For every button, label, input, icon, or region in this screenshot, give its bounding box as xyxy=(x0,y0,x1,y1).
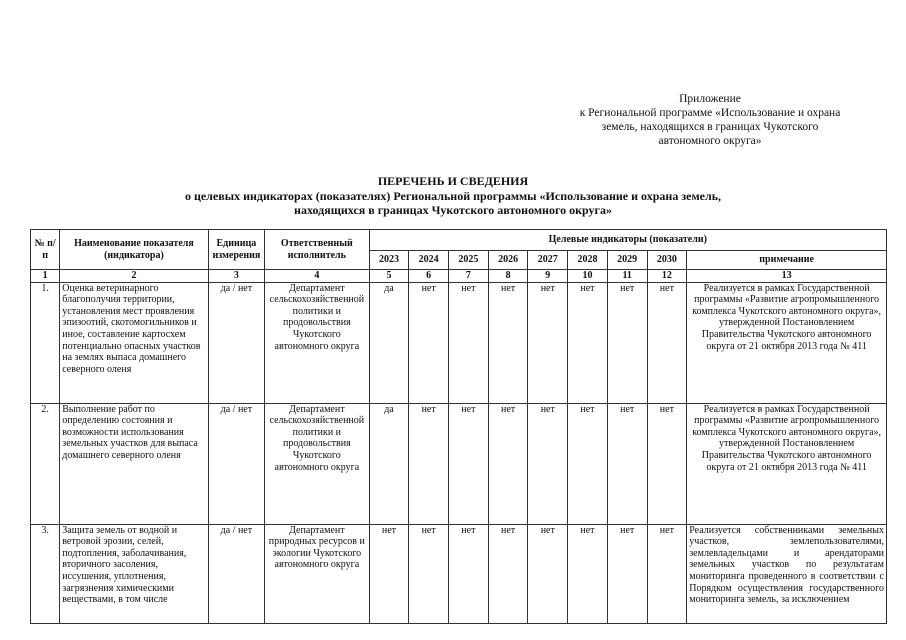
header-year: 2025 xyxy=(449,251,489,270)
year-value: нет xyxy=(607,282,647,403)
column-number-row xyxy=(31,270,887,283)
row-num: 3. xyxy=(31,524,60,623)
column-number: 10 xyxy=(568,270,608,283)
year-value: нет xyxy=(607,524,647,623)
year-value: нет xyxy=(449,524,489,623)
column-number: 1 xyxy=(31,270,60,283)
header-year: 2029 xyxy=(607,251,647,270)
responsible-cell: Департамент сельскохозяйственной политики и продовольствия Чукотского автономного округа xyxy=(265,403,370,524)
year-value: нет xyxy=(607,403,647,524)
document-title xyxy=(0,174,906,218)
year-value: нет xyxy=(409,403,449,524)
year-value: нет xyxy=(528,403,568,524)
header-unit: Единица измерения xyxy=(208,230,264,270)
indicators-table xyxy=(30,229,887,624)
header-year: 2027 xyxy=(528,251,568,270)
note-cell: Реализуется в рамках Государственной программы «Развитие агропромышленного комплекса Чукотского автономного округа», утвержденной Постановлением Правительства Чукотского автономного округа от 21 октября 2013 года № 411 xyxy=(687,282,887,403)
column-number: 12 xyxy=(647,270,687,283)
note-cell: Реализуется в рамках Государственной программы «Развитие агропромышленного комплекса Чукотского автономного округа», утвержденной Постановлением Правительства Чукотского автономного округа от 21 октября 2013 года № 411 xyxy=(687,403,887,524)
unit-cell: да / нет xyxy=(208,282,264,403)
header-targets: Целевые индикаторы (показатели) xyxy=(369,230,886,251)
column-number: 3 xyxy=(208,270,264,283)
year-value: нет xyxy=(449,282,489,403)
header-note: примечание xyxy=(687,251,887,270)
year-value: нет xyxy=(409,282,449,403)
header-num: № п/п xyxy=(31,230,60,270)
header-name: Наименование показателя (индикатора) xyxy=(60,230,208,270)
indicator-name: Выполнение работ по определению состояния и возможности использования земельных участков для выпаса домашнего северного оленя xyxy=(60,403,208,524)
year-value: нет xyxy=(647,524,687,623)
appendix-line: Приложение xyxy=(679,93,741,105)
column-number: 7 xyxy=(449,270,489,283)
header-year: 2024 xyxy=(409,251,449,270)
note-cell: Реализуется собственниками земельных участков, землепользователями, землевладельцами и арендаторами земельных участков по результатам мониторинга проведенного в соответствии с Порядком осуществления государственного мониторинга земель, за исключением xyxy=(687,524,887,623)
column-number: 11 xyxy=(607,270,647,283)
year-value: нет xyxy=(488,524,528,623)
appendix-caption xyxy=(520,92,900,148)
column-number: 13 xyxy=(687,270,887,283)
year-value: нет xyxy=(488,282,528,403)
year-value: нет xyxy=(568,282,608,403)
header-year: 2026 xyxy=(488,251,528,270)
column-number: 9 xyxy=(528,270,568,283)
appendix-line: земель, находящихся в границах Чукотского xyxy=(601,121,819,133)
appendix-line: к Региональной программе «Использование и охрана xyxy=(579,107,841,119)
column-number: 8 xyxy=(488,270,528,283)
column-number: 4 xyxy=(265,270,370,283)
year-value: нет xyxy=(449,403,489,524)
year-value: нет xyxy=(647,403,687,524)
year-value: да xyxy=(369,282,409,403)
header-year: 2030 xyxy=(647,251,687,270)
column-number: 5 xyxy=(369,270,409,283)
header-year: 2028 xyxy=(568,251,608,270)
responsible-cell: Департамент природных ресурсов и экологии Чукотского автономного округа xyxy=(265,524,370,623)
header-year: 2023 xyxy=(369,251,409,270)
year-value: нет xyxy=(528,282,568,403)
row-num: 2. xyxy=(31,403,60,524)
table-row xyxy=(31,524,887,623)
year-value: нет xyxy=(369,524,409,623)
appendix-line: автономного округа» xyxy=(658,135,762,147)
column-number: 2 xyxy=(60,270,208,283)
column-number: 6 xyxy=(409,270,449,283)
title-line-1: ПЕРЕЧЕНЬ И СВЕДЕНИЯ xyxy=(377,174,529,188)
responsible-cell: Департамент сельскохозяйственной политики и продовольствия Чукотского автономного округа xyxy=(265,282,370,403)
table-row xyxy=(31,282,887,403)
header-responsible: Ответственный исполнитель xyxy=(265,230,370,270)
title-line-3: находящихся в границах Чукотского автономного округа» xyxy=(294,203,612,217)
table-row xyxy=(31,403,887,524)
indicator-name: Оценка ветеринарного благополучия территории, установления мест проявления эпизоотий, скотомогильников и иное, составление картосхем потенциально опасных участков на землях выпаса домашнего северного оленя xyxy=(60,282,208,403)
indicator-name: Защита земель от водной и ветровой эрозии, селей, подтопления, заболачивания, вторичного засоления, иссушения, уплотнения, загрязнения химическими веществами, в том числе xyxy=(60,524,208,623)
title-line-2: о целевых индикаторах (показателях) Региональной программы «Использование и охрана земель, xyxy=(184,188,722,203)
year-value: да xyxy=(369,403,409,524)
unit-cell: да / нет xyxy=(208,524,264,623)
row-num: 1. xyxy=(31,282,60,403)
year-value: нет xyxy=(568,524,608,623)
year-value: нет xyxy=(488,403,528,524)
year-value: нет xyxy=(528,524,568,623)
year-value: нет xyxy=(409,524,449,623)
year-value: нет xyxy=(568,403,608,524)
unit-cell: да / нет xyxy=(208,403,264,524)
header-row-1 xyxy=(31,230,887,251)
year-value: нет xyxy=(647,282,687,403)
